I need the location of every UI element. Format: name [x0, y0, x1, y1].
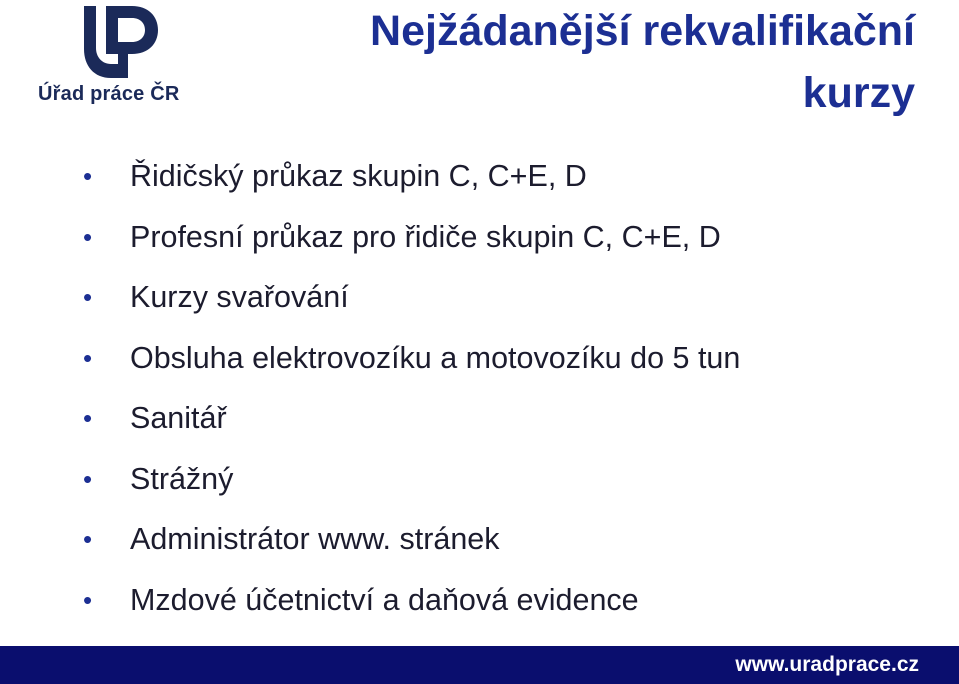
bullet-item: • Sanitář	[80, 388, 740, 449]
bullet-item: • Administrátor www. stránek	[80, 509, 740, 570]
footer-url: www.uradprace.cz	[735, 653, 919, 676]
bullet-item: • Kurzy svařování	[80, 267, 740, 328]
logo-text: Úřad práce ČR	[38, 83, 180, 105]
bullet-item: • Obsluha elektrovozíku a motovozíku do 5 tun	[80, 328, 740, 389]
bullet-item: • Mzdové účetnictví a daňová evidence	[80, 570, 740, 631]
bullet-list	[80, 146, 740, 630]
bullet-item: • Profesní průkaz pro řidiče skupin C, C+E, D	[80, 207, 740, 268]
bullet-item: • Strážný	[80, 449, 740, 510]
title-line-2: kurzy	[802, 69, 915, 117]
title-line-1: Nejžádanější rekvalifikační	[370, 7, 915, 55]
logo	[30, 4, 200, 114]
up-monogram-icon	[82, 4, 160, 80]
footer-bar	[0, 646, 959, 684]
slide-title	[275, 0, 915, 124]
bullet-item: • Řidičský průkaz skupin C, C+E, D	[80, 146, 740, 207]
